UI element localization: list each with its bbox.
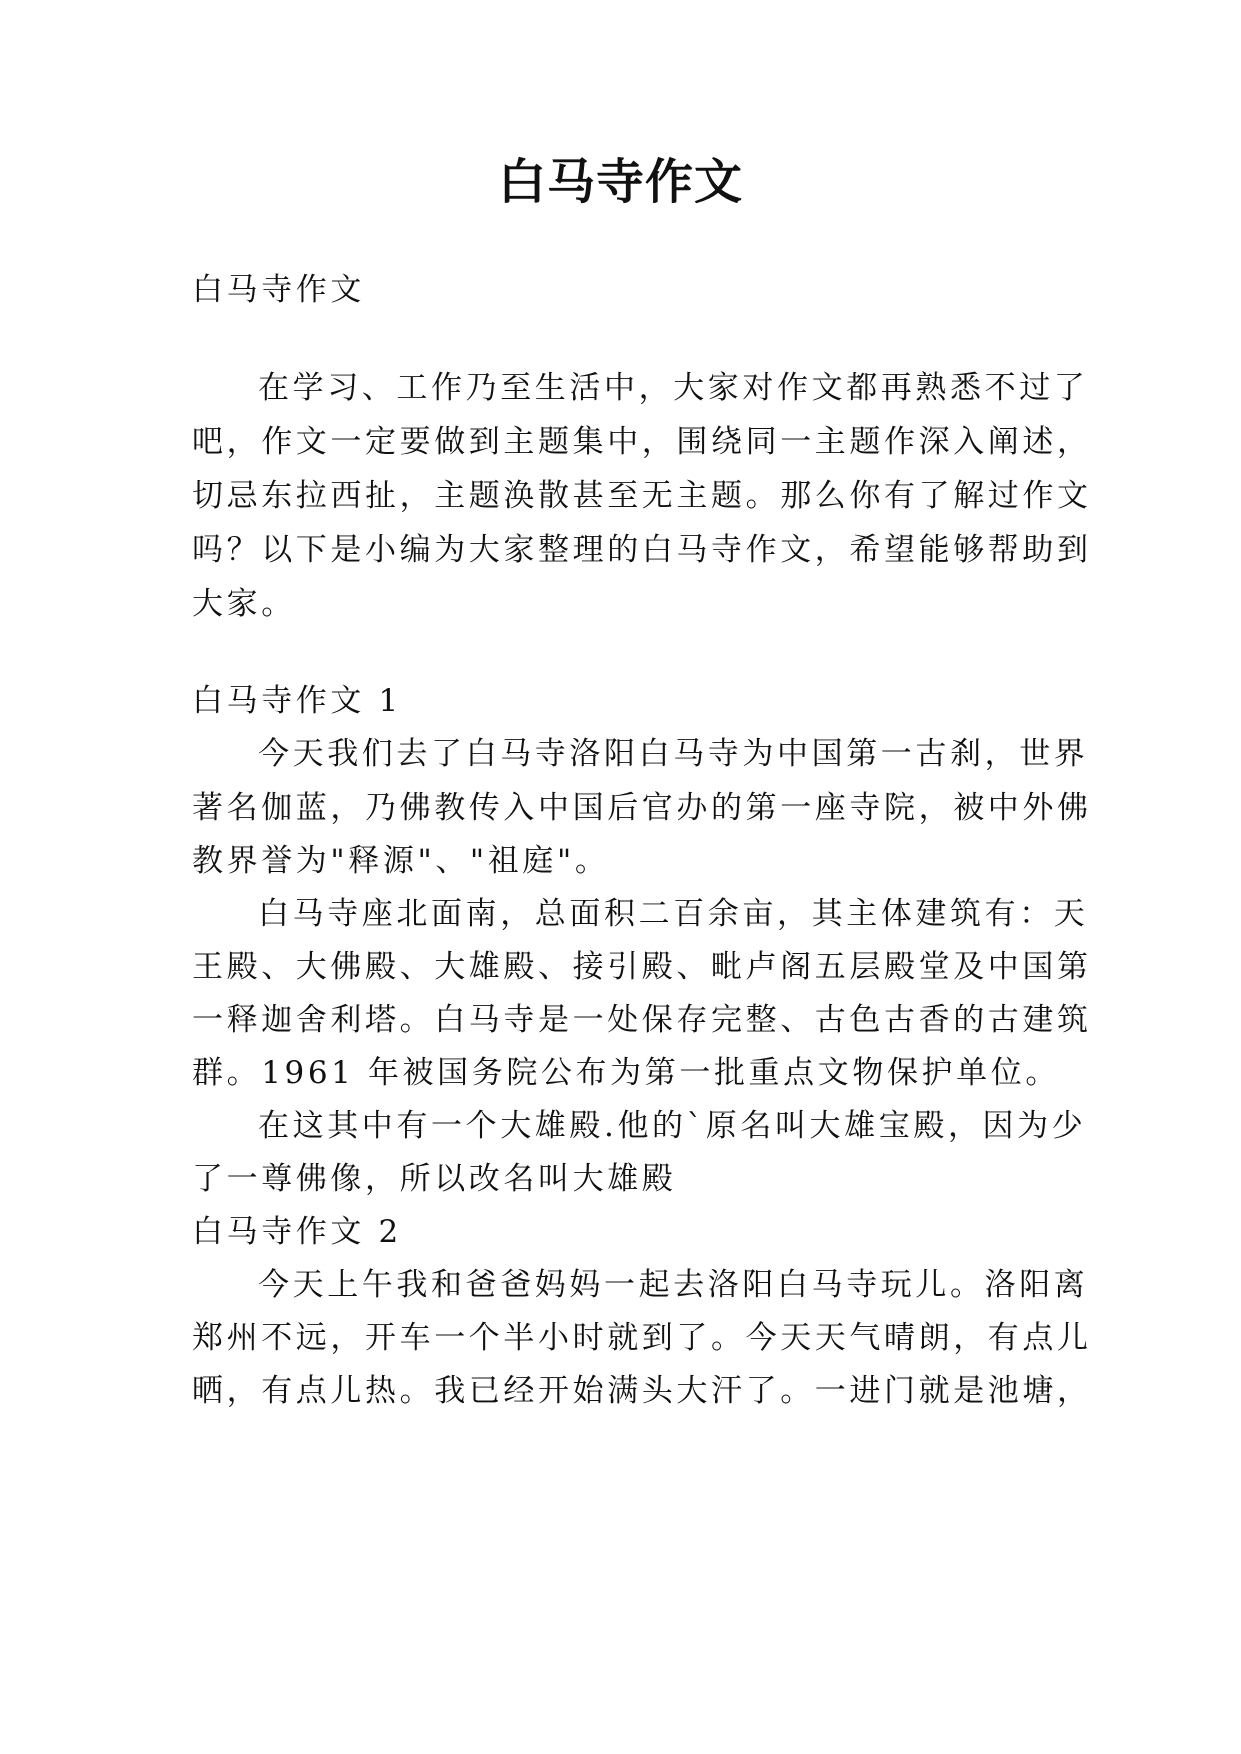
essay2-para1-line: 今天上午我和爸爸妈妈一起去洛阳白马寺玩儿。洛阳离 [258,1267,1089,1303]
intro-line: 吗？以下是小编为大家整理的白马寺作文，希望能够帮助到 [192,532,1092,568]
essay1-para2-line: 白马寺座北面南，总面积二百余亩，其主体建筑有：天 [258,896,1089,932]
essay1-para1-line: 今天我们去了白马寺洛阳白马寺为中国第一古刹，世界 [258,736,1089,772]
essay1-para2-line: 一释迦舍利塔。白马寺是一处保存完整、古色古香的古建筑 [192,1002,1092,1038]
essay1-heading: 白马寺作文 1 [192,683,402,719]
essay1-para2-line: 王殿、大佛殿、大雄殿、接引殿、毗卢阁五层殿堂及中国第 [192,949,1092,985]
essay1-para1-line: 教界誉为"释源"、"祖庭"。 [192,843,610,879]
essay1-para3-line: 在这其中有一个大雄殿.他的`原名叫大雄宝殿，因为少 [258,1108,1087,1144]
intro-line: 吧，作文一定要做到主题集中，围绕同一主题作深入阐述， [192,424,1092,460]
essay1-para3-line: 了一尊佛像，所以改名叫大雄殿 [192,1161,677,1197]
document-title: 白马寺作文 [497,154,743,210]
essay1-para2-line: 群。1961 年被国务院公布为第一批重点文物保护单位。 [192,1055,1060,1091]
essay2-para1-line: 郑州不远，开车一个半小时就到了。今天天气晴朗，有点儿 [192,1320,1092,1356]
essay1-para1-line: 著名伽蓝，乃佛教传入中国后官办的第一座寺院，被中外佛 [192,790,1092,826]
essay2-heading: 白马寺作文 2 [192,1214,402,1250]
intro-line: 在学习、工作乃至生活中，大家对作文都再熟悉不过了 [258,370,1089,406]
intro-line: 切忌东拉西扯，主题涣散甚至无主题。那么你有了解过作文 [192,478,1092,514]
essay2-para1-line: 晒，有点儿热。我已经开始满头大汗了。一进门就是池塘， [192,1373,1092,1409]
intro-line: 大家。 [192,586,296,622]
document-subtitle: 白马寺作文 [192,272,365,308]
